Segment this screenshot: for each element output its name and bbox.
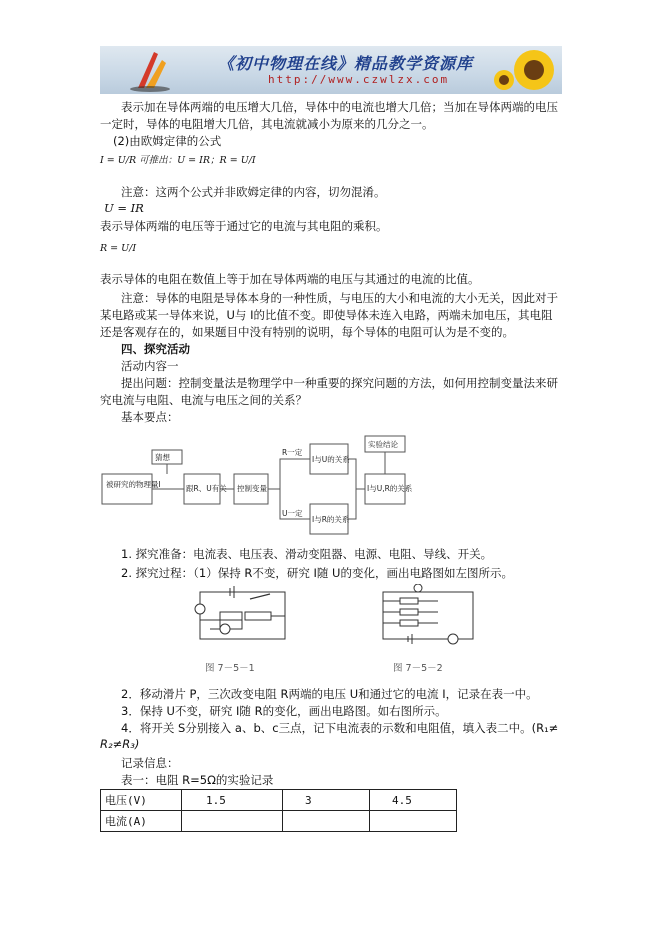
table-row: [101, 811, 457, 832]
table-cell: [182, 811, 283, 832]
step-text: R₂≠R₃): [100, 737, 140, 751]
section-heading: 四、探究活动: [121, 342, 190, 356]
step-text: 4．将开关 S分别接入 a、b、c三点，记下电流表的示数和电阻值，填入表二中。(R₁≠: [121, 721, 559, 735]
text-line: (2)由欧姆定律的公式: [113, 134, 222, 148]
table-cell: 3: [283, 790, 370, 811]
sunflower-image: [492, 46, 562, 94]
flow-iur: I与U,R的关系: [367, 484, 413, 493]
text-line: 一定时，导体的电阻增大几倍，其电流就减小为原来的几分之一。: [100, 117, 434, 131]
note-text: 注意：导体的电阻是导体本身的一种性质，与电压的大小和电流的大小无关，因此对于: [121, 291, 558, 305]
circuit-diagram-right: [378, 584, 478, 656]
flow-diagram: [100, 432, 430, 542]
formula-ohm: I = U/R 可推出：U = IR；R = U/I: [100, 155, 256, 166]
record-label: 记录信息：: [121, 756, 179, 770]
step-text: 3．保持 U不变，研究 I随 R的变化，画出电路图。如右图所示。: [121, 704, 447, 718]
flow-guess: 猜想: [155, 453, 170, 462]
step-text: 2．移动滑片 P，三次改变电阻 R两端的电压 U和通过它的电流 I，记录在表一中。: [121, 687, 538, 701]
banner-title: 《初中物理在线》精品教学资源库: [218, 54, 474, 73]
row-label: 电流(A): [101, 811, 182, 832]
text-line: 究电流与电阻、电流与电压之间的关系？: [100, 393, 307, 407]
figure-caption: 图 7－5－2: [393, 663, 443, 674]
logo-icon: [120, 46, 180, 94]
formula-r: R = U/I: [100, 243, 137, 254]
table-cell: [283, 811, 370, 832]
flow-u-fixed: U一定: [282, 509, 303, 518]
header-banner: [100, 46, 562, 94]
flow-quantity: 被研究的物理量I: [106, 480, 161, 489]
text-line: 提出问题：控制变量法是物理学中一种重要的探究问题的方法，如何用控制变量法来研: [121, 376, 558, 390]
note-text: 某电路或某一导体来说，U与 I的比值不变。即使导体未连入电路，两端未加电压，其电阻: [100, 308, 553, 322]
record-table: [100, 789, 457, 832]
flow-control: 控制变量: [237, 484, 267, 493]
text-line: 基本要点：: [121, 410, 179, 424]
note-text: 注意：这两个公式并非欧姆定律的内容，切勿混淆。: [121, 185, 386, 199]
row-label: 电压(V): [101, 790, 182, 811]
flow-r-fixed: R一定: [282, 448, 303, 457]
circuit-diagram-left: [190, 584, 295, 656]
flow-relation: 跟R、U有关: [186, 484, 227, 493]
flow-iu: I与U的关系: [312, 455, 350, 464]
activity-label: 活动内容一: [121, 359, 179, 373]
table-title: 表一：电阻 R=5Ω的实验记录: [121, 773, 274, 787]
flow-conclusion: 实验结论: [368, 440, 398, 449]
banner-url: http://www.czwlzx.com: [268, 73, 450, 86]
table-cell: 4.5: [370, 790, 457, 811]
flow-ir: I与R的关系: [312, 515, 350, 524]
text-line: 表示导体两端的电压等于通过它的电流与其电阻的乘积。: [100, 219, 388, 233]
text-line: 表示加在导体两端的电压增大几倍，导体中的电流也增大几倍；当加在导体两端的电压: [121, 100, 558, 114]
figure-caption: 图 7－5－1: [205, 663, 255, 674]
list-item: 2. 探究过程：（1）保持 R不变，研究 I随 U的变化，画出电路图如左图所示。: [121, 566, 513, 580]
formula-u: U = IR: [104, 201, 144, 215]
list-item: 1. 探究准备：电流表、电压表、滑动变阻器、电源、电阻、导线、开关。: [121, 547, 493, 561]
table-row: [101, 790, 457, 811]
text-line: 表示导体的电阻在数值上等于加在导体两端的电压与其通过的电流的比值。: [100, 272, 480, 286]
table-cell: [370, 811, 457, 832]
table-cell: 1.5: [182, 790, 283, 811]
note-text: 还是客观存在的，如果题目中没有特别的说明，每个导体的电阻可认为是不变的。: [100, 325, 514, 339]
